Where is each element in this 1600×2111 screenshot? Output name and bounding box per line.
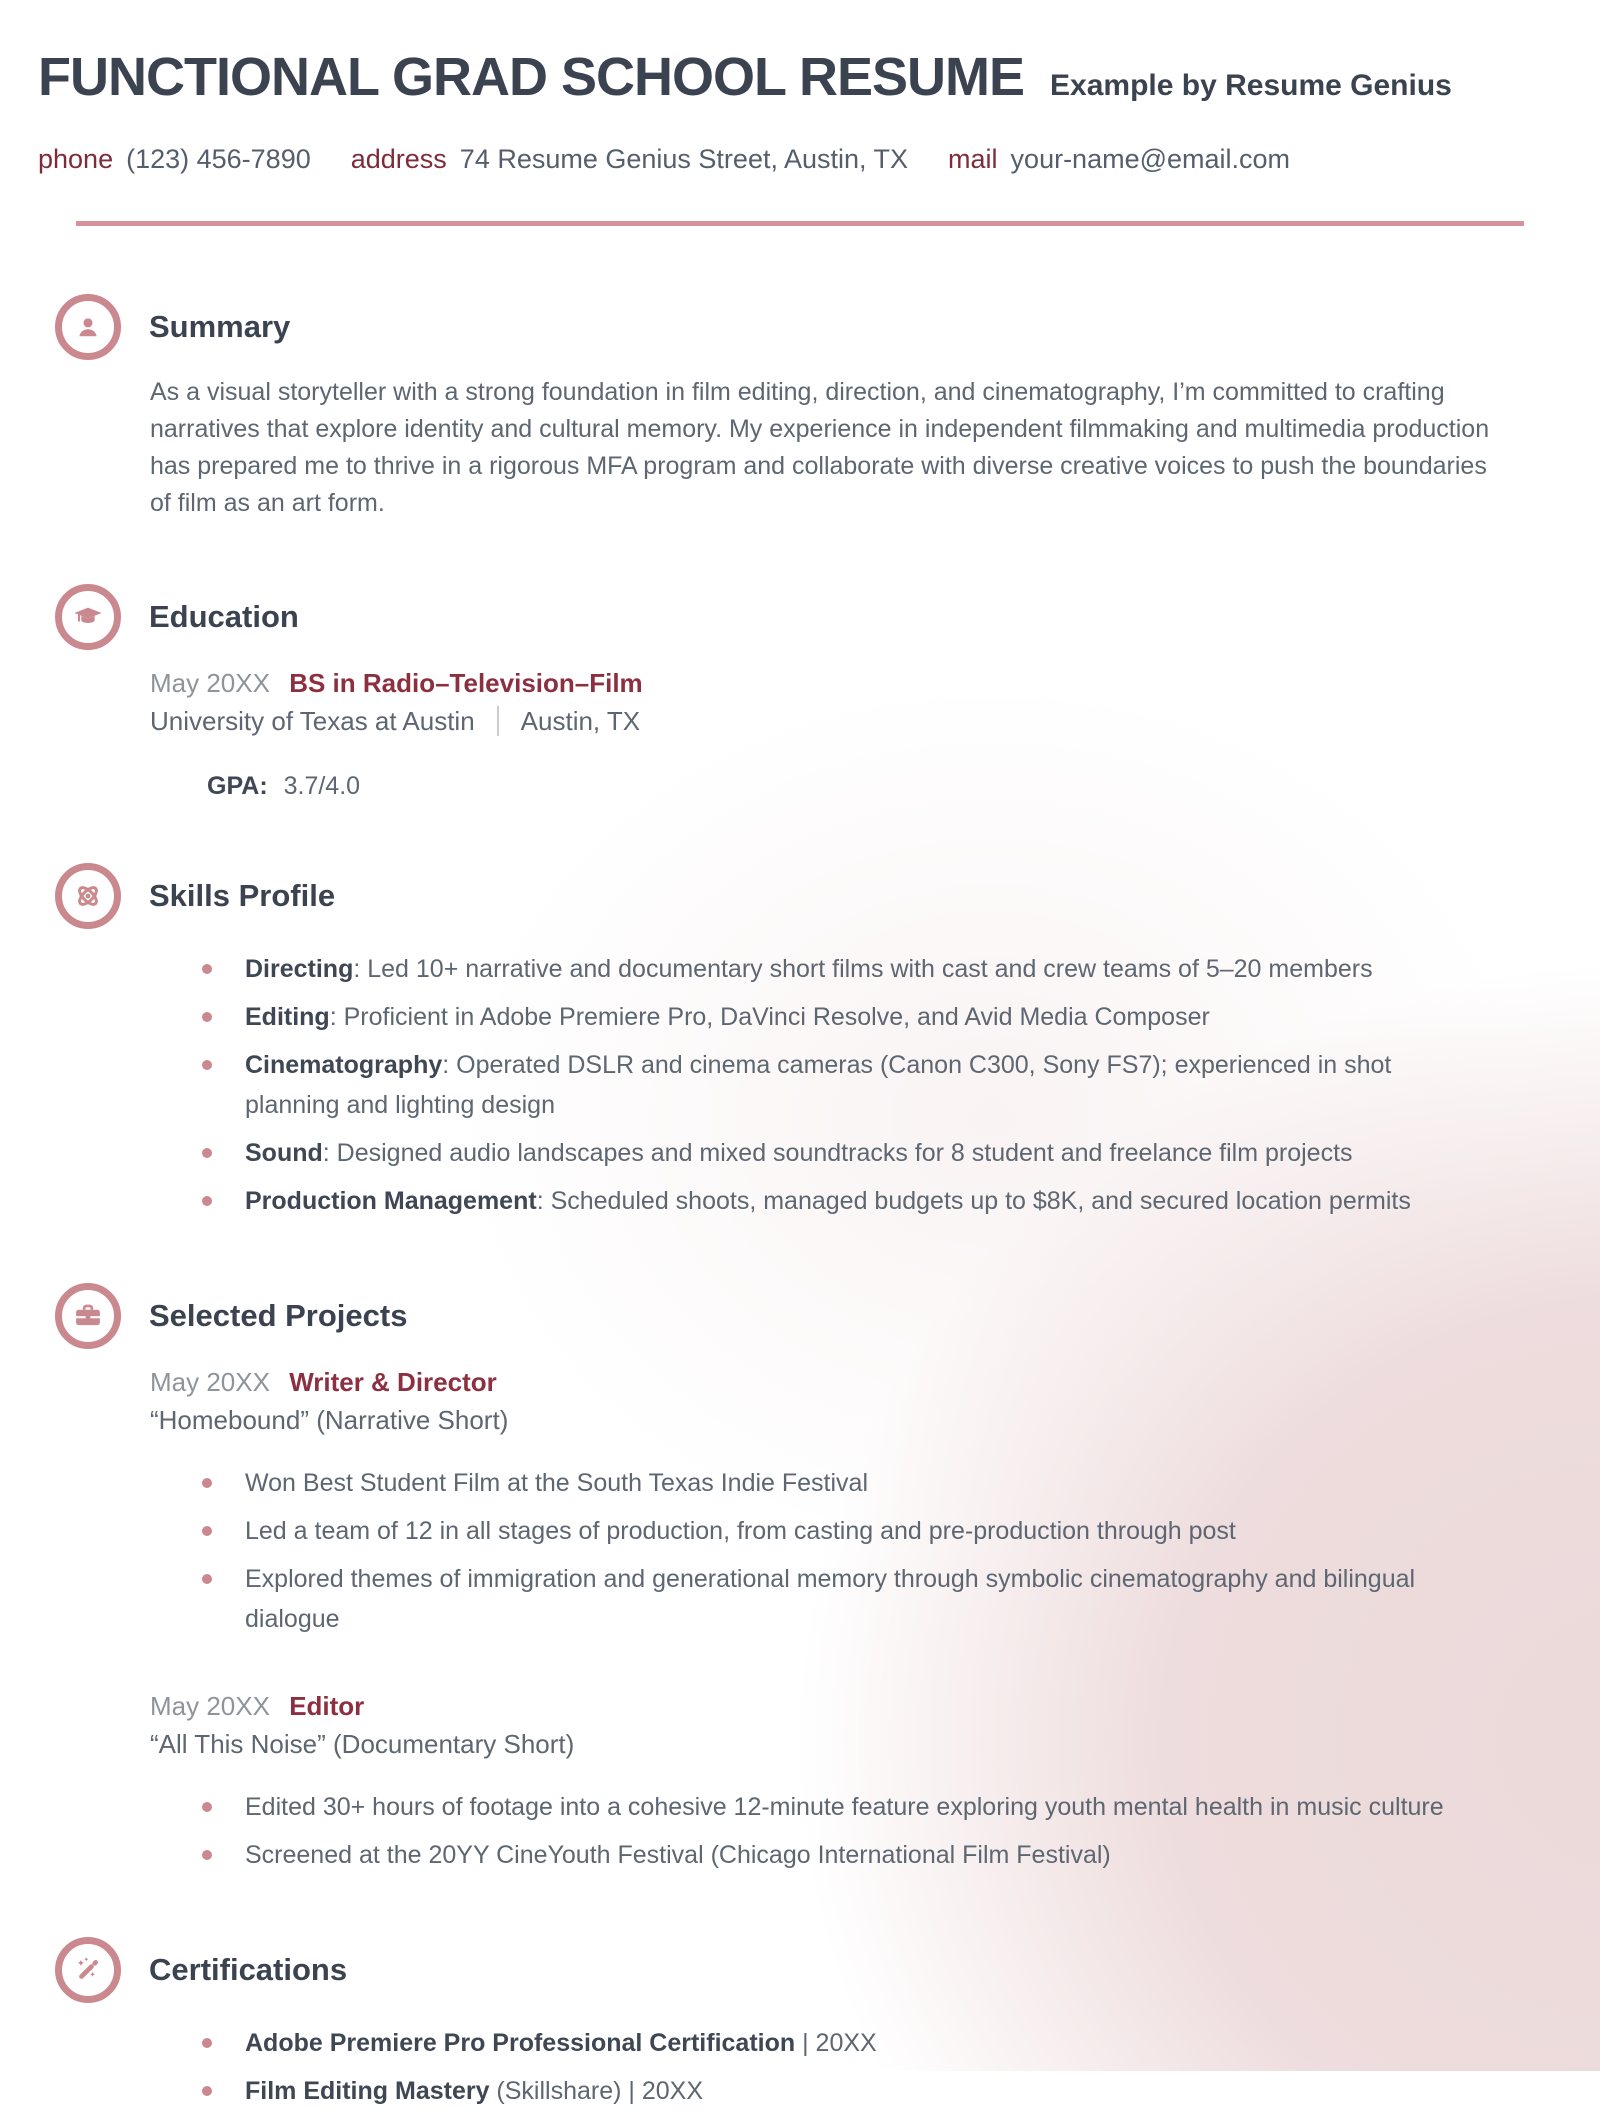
certification-detail: (Skillshare) | 20XX	[489, 2077, 703, 2105]
project-role: Editor	[289, 1691, 365, 1721]
skill-detail: : Scheduled shoots, managed budgets up to $8K, and secured location permits	[536, 1187, 1411, 1215]
list-item	[150, 2071, 1450, 2111]
project-entry	[150, 1687, 1600, 1875]
list-item	[150, 1133, 1450, 1173]
graduation-cap-icon	[55, 584, 121, 650]
skill-detail: : Led 10+ narrative and documentary short films with cast and crew teams of 5–20 members	[353, 955, 1373, 983]
certification-name: Film Editing Mastery	[245, 2077, 490, 2105]
summary-text: As a visual storyteller with a strong foundation in film editing, direction, and cinematography, I’m committed to crafting narratives that explore identity and cultural memory. My experience in independent filmmaking and multimedia production has prepared me to thrive in a rigorous MFA program and collaborate with diverse creative voices to push the boundaries of film as an art form.	[150, 378, 1490, 517]
education-date: May 20XX	[150, 668, 270, 698]
skill-name: Cinematography	[245, 1051, 443, 1079]
briefcase-icon	[55, 1283, 121, 1349]
list-item: Led a team of 12 in all stages of production, from casting and pre-production through post	[150, 1511, 1450, 1551]
education-degree: BS in Radio–Television–Film	[289, 668, 643, 698]
project-title-line	[150, 1401, 1600, 1439]
education-content	[150, 664, 1600, 801]
project-date: May 20XX	[150, 1367, 270, 1397]
education-degree-line	[150, 664, 1600, 702]
projects-content	[150, 1363, 1600, 1875]
list-item: Screened at the 20YY CineYouth Festival (Chicago International Film Festival)	[150, 1835, 1450, 1875]
projects-title: Selected Projects	[149, 1298, 408, 1333]
skill-name: Production Management	[245, 1187, 537, 1215]
list-item	[150, 997, 1450, 1037]
list-item: Explored themes of immigration and generational memory through symbolic cinematography and bilingual dialogue	[150, 1559, 1450, 1639]
education-title: Education	[149, 599, 299, 634]
address-value: 74 Resume Genius Street, Austin, TX	[459, 144, 909, 174]
page-title: FUNCTIONAL GRAD SCHOOL RESUME	[38, 47, 1025, 107]
project-entry	[150, 1363, 1600, 1639]
gpa-line	[207, 772, 1600, 801]
skill-name: Directing	[245, 955, 354, 983]
skills-list	[150, 949, 1450, 1221]
certification-name: Adobe Premiere Pro Professional Certification	[245, 2029, 796, 2057]
section-education	[0, 584, 1600, 801]
list-item: Won Best Student Film at the South Texas Indie Festival	[150, 1463, 1450, 1503]
mail-value: your-name@email.com	[1010, 144, 1291, 174]
project-title-line	[150, 1725, 1600, 1763]
gpa-label: GPA:	[207, 772, 268, 800]
certifications-list	[150, 2023, 1450, 2111]
skill-detail: : Proficient in Adobe Premiere Pro, DaVinci Resolve, and Avid Media Composer	[329, 1003, 1210, 1031]
skills-title: Skills Profile	[149, 878, 336, 913]
education-heading-row	[55, 584, 1600, 650]
section-skills	[0, 863, 1600, 1221]
education-school-line	[150, 702, 1600, 740]
skill-detail: : Operated DSLR and cinema cameras (Canon C300, Sony FS7); experienced in shot planning and lighting design	[245, 1051, 1392, 1119]
address-label: address	[350, 144, 447, 174]
certifications-content	[150, 2023, 1600, 2111]
list-item	[150, 2023, 1450, 2063]
phone-value: (123) 456-7890	[126, 144, 311, 174]
mail-label: mail	[948, 144, 998, 174]
person-icon	[55, 294, 121, 360]
gpa-value: 3.7/4.0	[283, 772, 361, 800]
skill-detail: : Designed audio landscapes and mixed soundtracks for 8 student and freelance film projects	[322, 1139, 1353, 1167]
title-row	[38, 46, 1562, 108]
certifications-title: Certifications	[149, 1952, 348, 1987]
certifications-heading-row	[55, 1937, 1600, 2003]
skills-content	[150, 949, 1600, 1221]
list-item	[150, 949, 1450, 989]
list-item	[150, 1181, 1450, 1221]
project-title: “Homebound” (Narrative Short)	[150, 1405, 509, 1435]
certification-detail: | 20XX	[795, 2029, 877, 2057]
magic-wand-icon	[55, 1937, 121, 2003]
separator	[497, 706, 499, 736]
atom-icon	[55, 863, 121, 929]
project-role-line	[150, 1363, 1600, 1401]
section-summary	[0, 294, 1600, 522]
education-location: Austin, TX	[520, 706, 641, 736]
contact-row	[38, 144, 1562, 175]
project-role: Writer & Director	[289, 1367, 497, 1397]
section-projects	[0, 1283, 1600, 1875]
projects-heading-row	[55, 1283, 1600, 1349]
header-divider	[76, 221, 1524, 226]
page-subtitle: Example by Resume Genius	[1050, 69, 1452, 102]
project-role-line	[150, 1687, 1600, 1725]
skill-name: Sound	[245, 1139, 323, 1167]
phone-label: phone	[38, 144, 114, 174]
education-school: University of Texas at Austin	[150, 706, 475, 736]
project-bullet-list	[150, 1787, 1450, 1875]
section-certifications	[0, 1937, 1600, 2111]
skills-heading-row	[55, 863, 1600, 929]
project-title: “All This Noise” (Documentary Short)	[150, 1729, 575, 1759]
summary-heading-row	[55, 294, 1600, 360]
summary-title: Summary	[149, 309, 291, 344]
summary-content	[150, 374, 1600, 522]
header	[0, 0, 1600, 226]
project-bullet-list	[150, 1463, 1450, 1639]
project-date: May 20XX	[150, 1691, 270, 1721]
list-item: Edited 30+ hours of footage into a cohesive 12-minute feature exploring youth mental health in music culture	[150, 1787, 1450, 1827]
skill-name: Editing	[245, 1003, 330, 1031]
list-item	[150, 1045, 1450, 1125]
